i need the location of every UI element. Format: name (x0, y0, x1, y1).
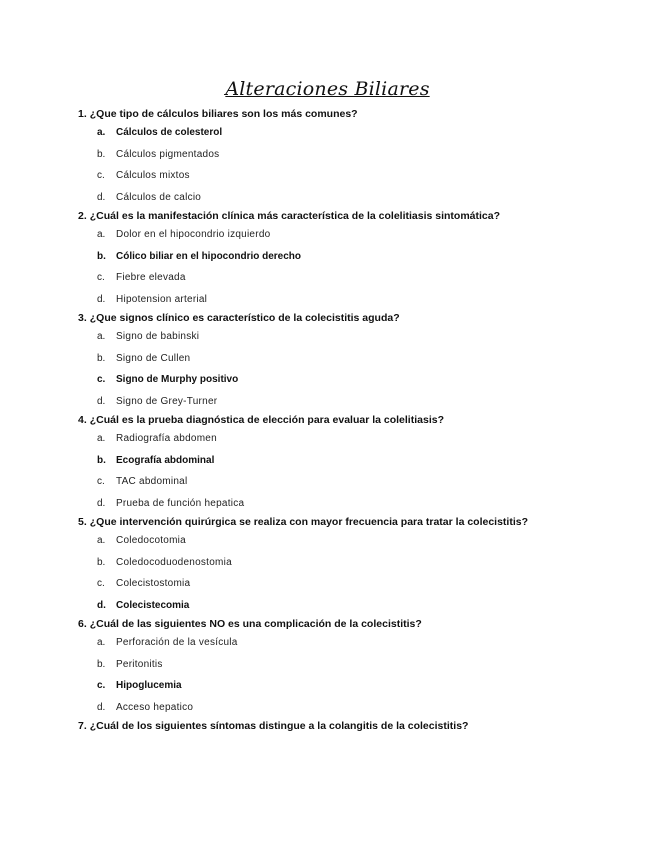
option-letter: b. (97, 250, 106, 262)
question-1 (78, 106, 638, 208)
option-letter: d. (97, 191, 106, 203)
option-letter: d. (97, 293, 106, 305)
option-text: Peritonitis (116, 658, 163, 670)
option-text: Hipotension arterial (116, 293, 208, 305)
option-text: Cálculos pigmentados (116, 148, 220, 160)
question-label: ¿Que tipo de cálculos biliares son los más comunes? (89, 108, 358, 120)
question-text (78, 412, 638, 428)
answer-option-correct (78, 595, 638, 617)
answer-option (78, 493, 638, 515)
answer-option-correct (78, 246, 638, 268)
answer-option (78, 165, 638, 187)
question-list (78, 106, 638, 734)
question-label: ¿Cuál es la manifestación clínica más característica de la colelitiasis sintomática? (89, 210, 501, 222)
option-text: Colecistecomia (116, 599, 190, 611)
option-text: Fiebre elevada (116, 272, 186, 283)
option-text: Cálculos de colesterol (116, 127, 223, 138)
option-text: TAC abdominal (116, 476, 188, 487)
option-text: Dolor en el hipocondrio izquierdo (116, 229, 271, 240)
question-number: 6. (78, 618, 87, 630)
option-letter: b. (97, 454, 106, 466)
answer-option (78, 573, 638, 595)
answer-option-correct (78, 675, 638, 697)
answer-option (78, 326, 638, 348)
question-number: 7. (78, 720, 87, 732)
option-text: Prueba de función hepatica (116, 497, 245, 509)
option-letter: a. (97, 331, 106, 342)
question-number: 3. (78, 312, 87, 324)
question-6 (78, 616, 638, 718)
question-number: 1. (78, 108, 87, 120)
answer-option (78, 267, 638, 289)
answer-option (78, 187, 638, 209)
option-letter: c. (97, 476, 105, 487)
answer-option (78, 144, 638, 166)
question-label: ¿Que intervención quirúrgica se realiza con mayor frecuencia para tratar la colecistitis? (89, 516, 529, 528)
question-text (78, 208, 638, 224)
answer-option (78, 391, 638, 413)
answer-option (78, 348, 638, 370)
option-text: Cálculos de calcio (116, 191, 202, 203)
option-letter: a. (97, 535, 106, 546)
option-letter: b. (97, 148, 106, 160)
option-text: Cólico biliar en el hipocondrio derecho (116, 250, 302, 262)
question-5 (78, 514, 638, 616)
question-text (78, 514, 638, 530)
question-text (78, 616, 638, 632)
answer-option (78, 289, 638, 311)
option-text: Perforación de la vesícula (116, 637, 238, 648)
question-label: ¿Cuál de los siguientes síntomas distingue a la colangitis de la colecistitis? (89, 720, 469, 732)
option-text: Coledocotomia (116, 535, 186, 546)
option-text: Colecistostomia (116, 578, 191, 589)
option-text: Signo de Cullen (116, 352, 191, 364)
answer-option (78, 428, 638, 450)
option-text: Signo de Murphy positivo (116, 374, 239, 385)
option-letter: d. (97, 599, 106, 611)
option-letter: b. (97, 556, 106, 568)
option-letter: d. (97, 701, 106, 713)
question-number: 4. (78, 414, 87, 426)
answer-option (78, 552, 638, 574)
option-letter: d. (97, 497, 106, 509)
answer-option (78, 530, 638, 552)
option-letter: d. (97, 395, 106, 407)
option-letter: b. (97, 352, 106, 364)
option-letter: a. (97, 637, 106, 648)
option-letter: b. (97, 658, 106, 670)
option-letter: c. (97, 272, 105, 283)
question-text (78, 310, 638, 326)
option-letter: c. (97, 374, 106, 385)
question-7 (78, 718, 638, 734)
answer-option (78, 654, 638, 676)
question-label: ¿Cuál de las siguientes NO es una complicación de la colecistitis? (89, 618, 422, 630)
option-text: Hipoglucemia (116, 680, 182, 691)
answer-option-correct (78, 369, 638, 391)
question-label: ¿Que signos clínico es característico de la colecistitis aguda? (89, 312, 400, 324)
question-number: 2. (78, 210, 87, 222)
option-letter: c. (97, 170, 105, 181)
option-letter: c. (97, 680, 106, 691)
option-letter: c. (97, 578, 105, 589)
option-text: Signo de babinski (116, 331, 200, 342)
option-letter: a. (97, 433, 106, 444)
answer-option-correct (78, 122, 638, 144)
answer-option (78, 224, 638, 246)
option-letter: a. (97, 127, 106, 138)
question-label: ¿Cuál es la prueba diagnóstica de elección para evaluar la colelitiasis? (89, 414, 444, 426)
answer-option (78, 471, 638, 493)
question-text (78, 718, 638, 734)
option-text: Radiografía abdomen (116, 433, 217, 444)
answer-option (78, 632, 638, 654)
answer-option (78, 697, 638, 719)
option-text: Cálculos mixtos (116, 170, 190, 181)
question-text (78, 106, 638, 122)
question-3 (78, 310, 638, 412)
answer-option-correct (78, 450, 638, 472)
option-text: Coledocoduodenostomia (116, 556, 232, 568)
question-2 (78, 208, 638, 310)
option-text: Signo de Grey-Turner (116, 395, 218, 407)
option-letter: a. (97, 229, 106, 240)
option-text: Ecografía abdominal (116, 454, 215, 466)
document-title: Alteraciones Biliares (225, 78, 430, 100)
question-4 (78, 412, 638, 514)
question-number: 5. (78, 516, 87, 528)
option-text: Acceso hepatico (116, 701, 194, 713)
